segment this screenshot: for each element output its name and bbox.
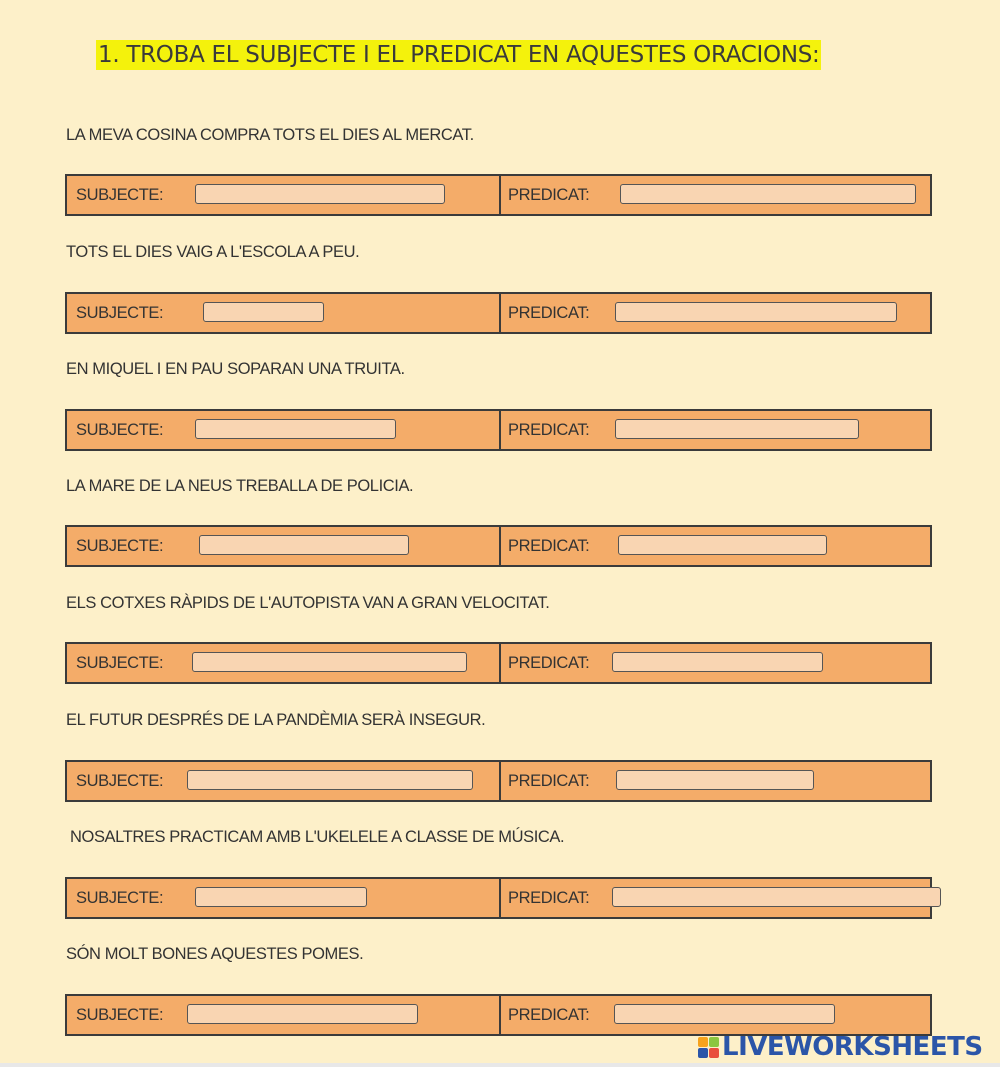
answer-row-2 bbox=[65, 292, 932, 334]
row-divider bbox=[499, 760, 501, 802]
answer-row-7 bbox=[65, 877, 932, 919]
subject-input-2[interactable] bbox=[203, 302, 324, 322]
row-divider bbox=[499, 877, 501, 919]
row-divider bbox=[499, 292, 501, 334]
subject-input-8[interactable] bbox=[187, 1004, 418, 1024]
predicate-label: PREDICAT: bbox=[508, 186, 590, 204]
predicate-input-6[interactable] bbox=[616, 770, 814, 790]
subject-label: SUBJECTE: bbox=[76, 654, 164, 672]
row-divider bbox=[499, 642, 501, 684]
page-title: 1. TROBA EL SUBJECTE I EL PREDICAT EN AQUESTES ORACIONS: bbox=[98, 42, 820, 68]
subject-input-6[interactable] bbox=[187, 770, 473, 790]
predicate-label: PREDICAT: bbox=[508, 654, 590, 672]
row-divider bbox=[499, 525, 501, 567]
row-divider bbox=[499, 409, 501, 451]
subject-label: SUBJECTE: bbox=[76, 772, 164, 790]
answer-row-8 bbox=[65, 994, 932, 1036]
predicate-label: PREDICAT: bbox=[508, 421, 590, 439]
predicate-input-3[interactable] bbox=[615, 419, 859, 439]
answer-row-1 bbox=[65, 174, 932, 216]
sentence-3: EN MIQUEL I EN PAU SOPARAN UNA TRUITA. bbox=[66, 360, 405, 378]
subject-input-4[interactable] bbox=[199, 535, 409, 555]
predicate-label: PREDICAT: bbox=[508, 889, 590, 907]
predicate-input-4[interactable] bbox=[618, 535, 827, 555]
row-divider bbox=[499, 994, 501, 1036]
subject-input-5[interactable] bbox=[192, 652, 467, 672]
subject-label: SUBJECTE: bbox=[76, 304, 164, 322]
answer-row-4 bbox=[65, 525, 932, 567]
predicate-input-5[interactable] bbox=[612, 652, 823, 672]
subject-input-1[interactable] bbox=[195, 184, 445, 204]
predicate-label: PREDICAT: bbox=[508, 1006, 590, 1024]
subject-label: SUBJECTE: bbox=[76, 537, 164, 555]
answer-row-5 bbox=[65, 642, 932, 684]
subject-label: SUBJECTE: bbox=[76, 186, 164, 204]
subject-label: SUBJECTE: bbox=[76, 1006, 164, 1024]
bottom-bar bbox=[0, 1063, 1000, 1067]
sentence-7: NOSALTRES PRACTICAM AMB L'UKELELE A CLASSE DE MÚSICA. bbox=[70, 828, 565, 846]
liveworksheets-logo-icon bbox=[698, 1037, 719, 1058]
predicate-input-2[interactable] bbox=[615, 302, 897, 322]
predicate-input-7[interactable] bbox=[612, 887, 941, 907]
predicate-input-8[interactable] bbox=[614, 1004, 835, 1024]
predicate-label: PREDICAT: bbox=[508, 304, 590, 322]
answer-row-6 bbox=[65, 760, 932, 802]
row-divider bbox=[499, 174, 501, 216]
sentence-1: LA MEVA COSINA COMPRA TOTS EL DIES AL MERCAT. bbox=[66, 126, 474, 144]
sentence-5: ELS COTXES RÀPIDS DE L'AUTOPISTA VAN A GRAN VELOCITAT. bbox=[66, 594, 550, 612]
logo-square bbox=[709, 1037, 719, 1047]
predicate-label: PREDICAT: bbox=[508, 772, 590, 790]
predicate-input-1[interactable] bbox=[620, 184, 916, 204]
answer-row-3 bbox=[65, 409, 932, 451]
subject-label: SUBJECTE: bbox=[76, 889, 164, 907]
subject-label: SUBJECTE: bbox=[76, 421, 164, 439]
logo-square bbox=[709, 1048, 719, 1058]
sentence-2: TOTS EL DIES VAIG A L'ESCOLA A PEU. bbox=[66, 243, 360, 261]
liveworksheets-logo[interactable] bbox=[698, 1031, 983, 1063]
sentence-6: EL FUTUR DESPRÉS DE LA PANDÈMIA SERÀ INSEGUR. bbox=[66, 711, 486, 729]
brand-name: LIVEWORKSHEETS bbox=[722, 1032, 983, 1062]
logo-square bbox=[698, 1048, 708, 1058]
logo-square bbox=[698, 1037, 708, 1047]
sentence-8: SÓN MOLT BONES AQUESTES POMES. bbox=[66, 945, 364, 963]
sentence-4: LA MARE DE LA NEUS TREBALLA DE POLICIA. bbox=[66, 477, 414, 495]
predicate-label: PREDICAT: bbox=[508, 537, 590, 555]
subject-input-7[interactable] bbox=[195, 887, 367, 907]
subject-input-3[interactable] bbox=[195, 419, 396, 439]
